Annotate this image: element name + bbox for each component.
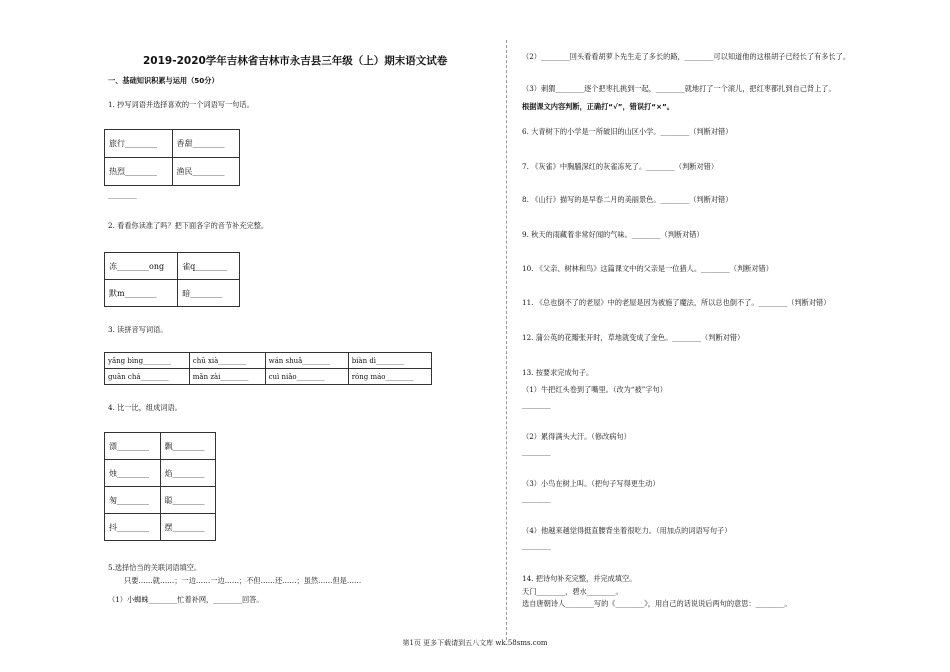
column-divider	[506, 40, 507, 640]
fill-cell[interactable]: 热烈________	[105, 158, 173, 186]
answer-line[interactable]: ________	[522, 494, 551, 503]
question-4-table	[104, 432, 216, 541]
judge-item-12: 12. 蒲公英的花瓣张开时，草地就变成了金色。________（判断对错）	[522, 333, 745, 342]
answer-line[interactable]: ________	[522, 541, 551, 550]
question-5-options: 只要……就……；一边……一边……；不但……还……；虽然……但是……	[124, 576, 362, 585]
fill-cell[interactable]: 飘________	[160, 433, 216, 460]
judge-item-7: 7. 《灰雀》中胸脯深红的灰雀冻死了。________（判断对错）	[522, 162, 719, 171]
question-13-item-3: （3）小鸟在树上叫。（把句子写得更生动）	[522, 479, 660, 488]
exam-title: 2019-2020学年吉林省吉林市永吉县三年级（上）期末语文试卷	[143, 55, 448, 67]
answer-line[interactable]: ________	[522, 447, 551, 456]
question-3-table	[104, 352, 432, 385]
fill-cell[interactable]: guān chá________	[105, 369, 190, 385]
page-footer: 第1页 更多下载请到五八文库 wk.58sms.com	[402, 639, 548, 647]
fill-cell[interactable]: 匆________	[105, 487, 161, 514]
fill-cell[interactable]: 漂________	[105, 433, 161, 460]
fill-cell[interactable]: 渔民________	[172, 158, 240, 186]
question-5-item-2: （2）________回头看看胡萝卜先生走了多长的路，________可以知道他的这根胡子已经长了有多长了。	[522, 52, 851, 61]
fill-cell[interactable]: chū xià________	[189, 353, 265, 369]
fill-cell[interactable]: 抖________	[105, 514, 161, 541]
question-13-item-4: （4）他越来越觉得挺直腰背坐着很吃力。（用加点的词语写句子）	[522, 526, 732, 535]
fill-cell[interactable]: 默m________	[105, 280, 178, 307]
judge-item-10: 10. 《父亲、树林和鸟》这篇课文中的父亲是一位猎人。________（判断对错）	[522, 264, 773, 273]
question-13-item-2: （2）累得满头大汗。（修改病句）	[522, 432, 631, 441]
fill-cell[interactable]: 香甜________	[172, 130, 240, 158]
section-heading: 一、基础知识积累与运用（50分）	[108, 76, 219, 85]
judge-item-11: 11. 《总也倒不了的老屋》中的老屋是因为被施了魔法，所以总也倒不了。________（判断对错）	[522, 298, 831, 307]
answer-line[interactable]: ________	[522, 400, 551, 409]
fill-cell[interactable]: róng máo________	[348, 369, 431, 385]
answer-line[interactable]: ________	[108, 190, 137, 199]
judge-item-9: 9. 秋天的雨藏着非常好闻的气味。________（判断对错）	[522, 230, 704, 239]
fill-cell[interactable]: 冻________ong	[105, 253, 178, 280]
judge-item-8: 8. 《山行》描写的是早春二月的美丽景色。________（判断对错）	[522, 195, 733, 204]
fill-cell[interactable]: wán shuǎ________	[265, 353, 348, 369]
fill-cell[interactable]: yǎng bìng________	[105, 353, 190, 369]
question-5-item-1: （1）小蜘蛛________忙着补网，________回答。	[108, 595, 264, 604]
question-5-prompt: 5.选择恰当的关联词语填空。	[108, 563, 202, 572]
question-13-item-1: （1）牛把红头卷到了嘴里。（改为“被”字句）	[522, 385, 667, 394]
question-14-line-2: 选自唐朝诗人________写的《________》，用自己的话说说后两句的意思：________。	[522, 599, 792, 608]
fill-cell[interactable]: cuì niǎo________	[265, 369, 348, 385]
question-4-prompt: 4. 比一比，组成词语。	[108, 403, 182, 412]
question-1-table	[104, 129, 240, 186]
judge-section-heading: 根据课文内容判断，正确打“√”，错误打“×”。	[522, 102, 674, 111]
fill-cell[interactable]: biàn dì________	[348, 353, 431, 369]
page-border	[80, 30, 918, 652]
fill-cell[interactable]: mǎn zài________	[189, 369, 265, 385]
judge-item-6: 6. 大青树下的小学是一所破旧的山区小学。________（判断对错）	[522, 127, 733, 136]
fill-cell[interactable]: 摆________	[160, 514, 216, 541]
question-5-item-3: （3）刺猬________逐个把枣扎挑到一起，________就地打了一个滚儿，把红枣都扎到自己背上了。	[522, 84, 836, 93]
fill-cell[interactable]: 焰________	[160, 460, 216, 487]
fill-cell[interactable]: 雀q________	[178, 253, 240, 280]
question-2-prompt: 2. 看看你读准了吗？把下面各字的音节补充完整。	[108, 221, 269, 230]
question-2-table	[104, 252, 240, 307]
fill-cell[interactable]: 暗________	[178, 280, 240, 307]
fill-cell[interactable]: 烛________	[105, 460, 161, 487]
question-1-prompt: 1. 抄写词语并选择喜欢的一个词语写一句话。	[108, 100, 254, 109]
question-14-line-1: 天门________，碧水________。	[522, 587, 623, 596]
question-13-prompt: 13. 按要求完成句子。	[522, 368, 594, 377]
fill-cell[interactable]: 旅行________	[105, 130, 173, 158]
fill-cell[interactable]: 聪________	[160, 487, 216, 514]
question-14-prompt: 14. 把诗句补充完整，并完成填空。	[522, 574, 637, 583]
question-3-prompt: 3. 读拼音写词语。	[108, 325, 168, 334]
